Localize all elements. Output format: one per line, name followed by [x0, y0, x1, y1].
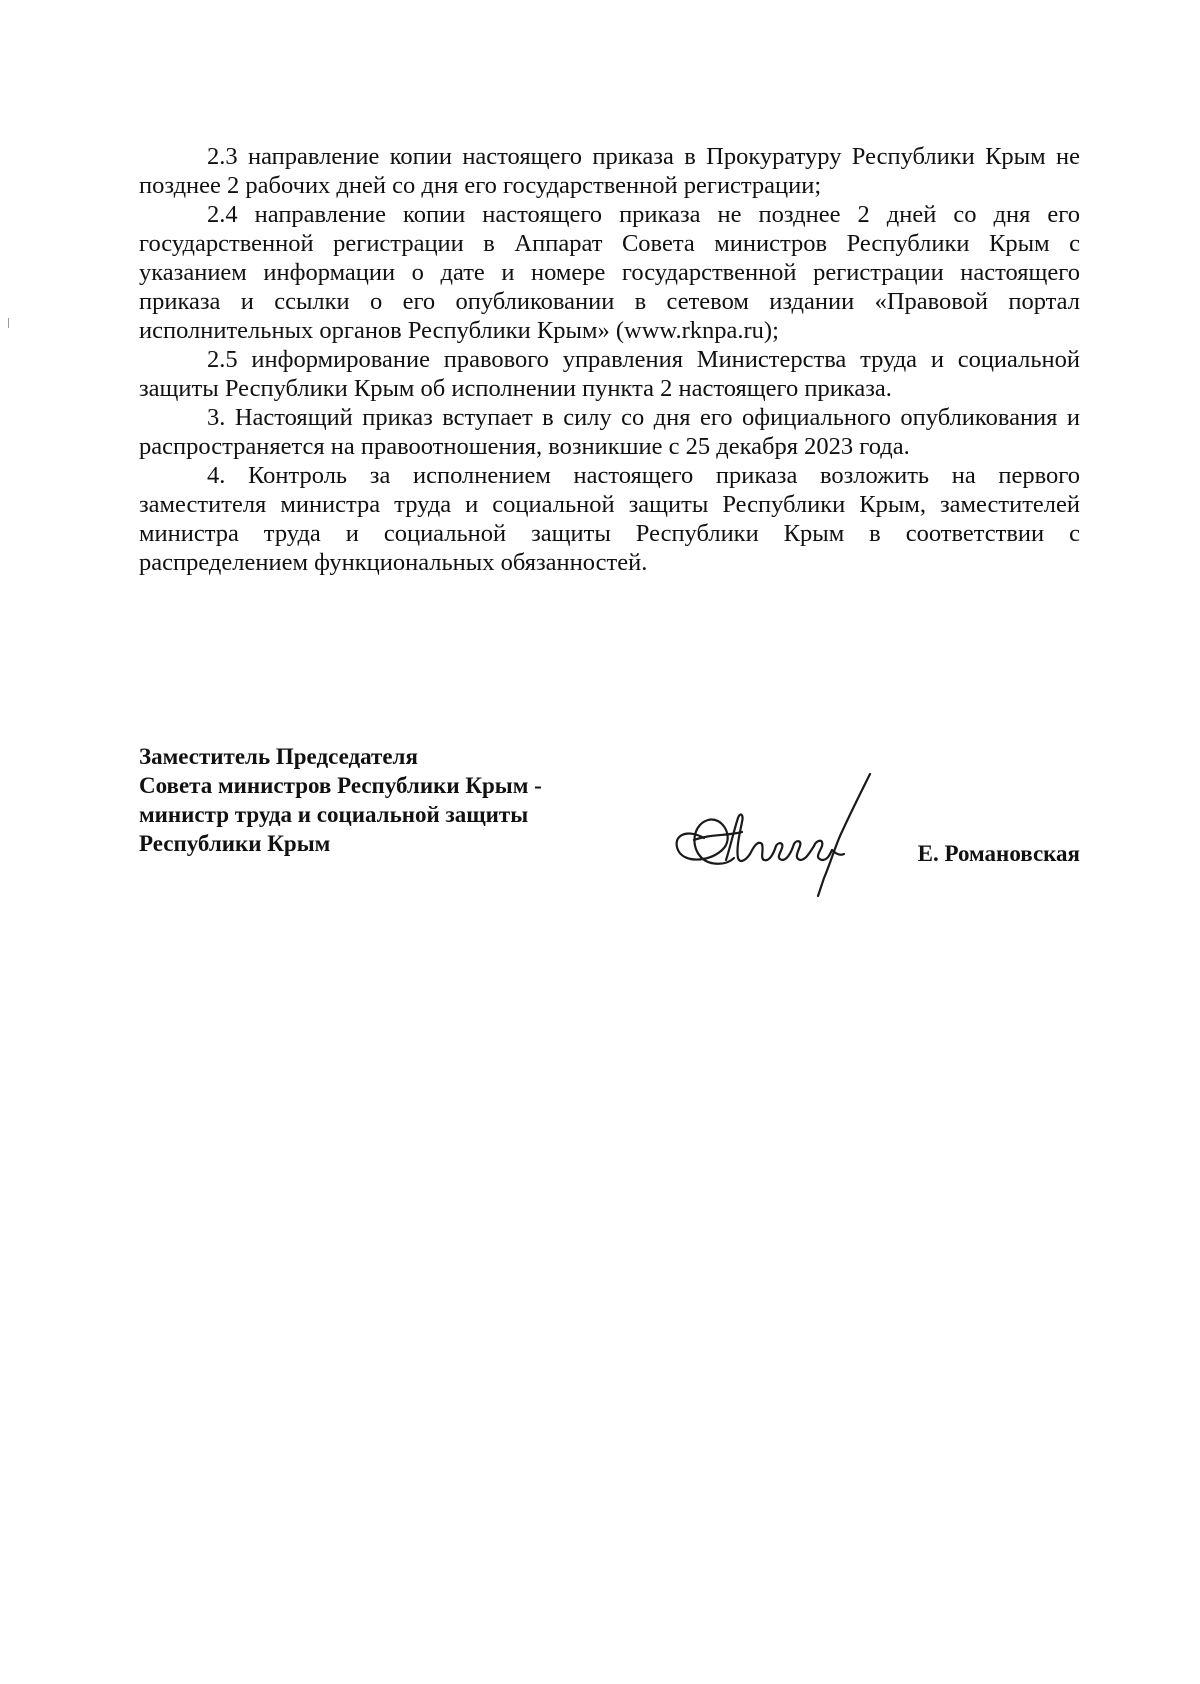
scan-artifact — [8, 318, 9, 328]
paragraph-3: 3. Настоящий приказ вступает в силу со дня его официального опубликования и распространяется на правоотношения, возникшие с 25 декабря 2023 года. — [139, 404, 1080, 460]
paragraph-4: 4. Контроль за исполнением настоящего приказа возложить на первого заместителя министра труда и социальной защиты Республики Крым, заместителей министра труда и социальной защиты Республики Крым в соответствии с распределением функциональных обязанностей. — [139, 462, 1080, 576]
signature-block — [139, 742, 1080, 902]
paragraph-2-4: 2.4 направление копии настоящего приказа не позднее 2 дней со дня его государственной регистрации в Аппарат Совета министров Республики Крым с указанием информации о дате и номере государственной регистрации настоящего приказа и ссылки о его опубликовании в сетевом издании «Правовой портал исполнительных органов Республики Крым» (www.rknpa.ru); — [139, 201, 1080, 344]
signatory-title-line: Республики Крым — [139, 831, 331, 856]
paragraph-2-3: 2.3 направление копии настоящего приказа в Прокуратуру Республики Крым не позднее 2 рабочих дней со дня его государственной регистрации; — [139, 143, 1080, 199]
signatory-title — [139, 742, 542, 858]
signatory-title-line: Совета министров Республики Крым - — [139, 773, 542, 798]
document-body — [139, 142, 1080, 577]
signatory-title-line: министр труда и социальной защиты — [139, 802, 529, 827]
handwritten-signature-icon — [664, 770, 879, 900]
signatory-name: Е. Романовская — [917, 841, 1080, 866]
paragraph-2-5: 2.5 информирование правового управления Министерства труда и социальной защиты Республики Крым об исполнении пункта 2 настоящего приказа. — [139, 346, 1080, 402]
signatory-title-line: Заместитель Председателя — [139, 744, 418, 769]
